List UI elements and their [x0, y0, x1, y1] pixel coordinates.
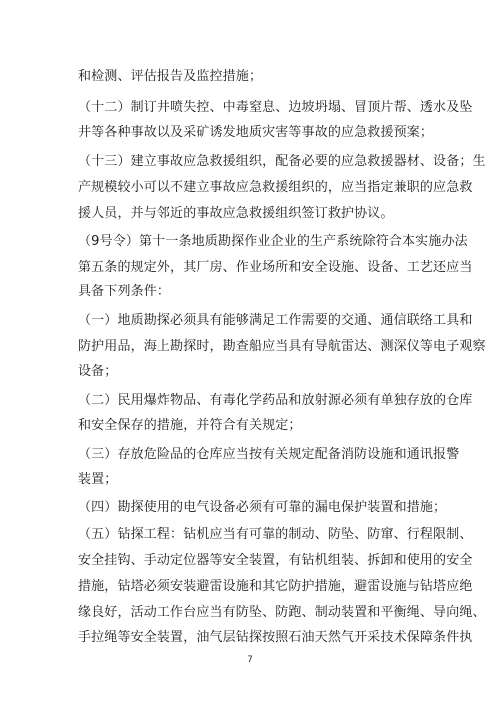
text-line: 手拉绳等安全装置，油气层钻探按照石油天然气开采技术保障条件执: [78, 630, 473, 645]
text-line: （十三）建立事故应急救援组织，配备必要的应急救援器材、设备；生: [78, 154, 486, 169]
text-line: （五）钻探工程：钻机应当有可靠的制动、防坠、防窜、行程限制、: [78, 527, 473, 542]
text-line: （三）存放危险品的仓库应当按有关规定配备消防设施和通讯报警: [78, 447, 460, 462]
text-line: 第五条的规定外，其厂房、作业场所和安全设施、设备、工艺还应当: [78, 260, 473, 275]
text-line: 产规模较小可以不建立事故应急救援组织的，应当指定兼职的应急救: [78, 180, 473, 195]
page-number: 7: [247, 655, 253, 665]
text-line: （一）地质勘探必须具有能够满足工作需要的交通、通信联络工具和: [78, 313, 473, 328]
text-line: （9号令）第十一条地质勘探作业企业的生产系统除符合本实施办法: [78, 234, 468, 249]
text-line: 防护用品，海上勘探时，勘查船应当具有导航雷达、测深仪等电子观察: [78, 339, 486, 354]
text-line: 缘良好，活动工作台应当有防坠、防跑、制动装置和平衡绳、导向绳、: [78, 605, 486, 620]
text-line: 和检测、评估报告及监控措施；: [78, 69, 263, 84]
text-line: 井等各种事故以及采矿诱发地质灾害等事故的应急救援预案；: [78, 125, 434, 140]
text-line: 措施，钻塔必须安装避雷设施和其它防护措施，避雷设施与钻塔应绝: [78, 579, 473, 594]
text-line: 具备下列条件：: [78, 284, 171, 299]
text-line: 援人员，并与邻近的事故应急救援组织签订救护协议。: [78, 206, 394, 221]
text-line: 安全挂钩、手动定位器等安全装置，有钻机组装、拆卸和使用的安全: [78, 553, 473, 568]
text-line: （二）民用爆炸物品、有毒化学药品和放射源必须有单独存放的仓库: [78, 393, 473, 408]
text-line: （四）勘探使用的电气设备必须有可靠的漏电保护装置和措施；: [78, 500, 447, 515]
text-line: 和安全保存的措施，并符合有关规定；: [78, 418, 302, 433]
text-line: 装置；: [78, 472, 118, 487]
text-line: （十二）制订井喷失控、中毒窒息、边坡坍塌、冒顶片帮、透水及坠: [78, 100, 473, 115]
text-line: 设备；: [78, 364, 118, 379]
